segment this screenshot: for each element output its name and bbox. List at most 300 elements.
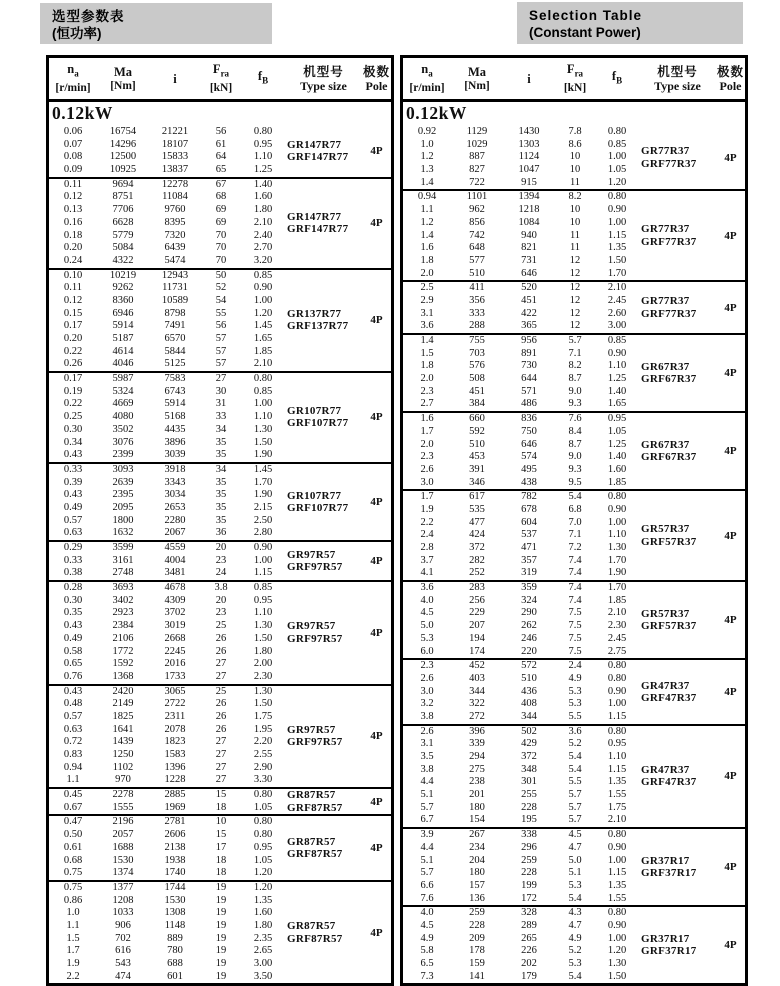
table-cell: 6.8 xyxy=(568,503,582,515)
type-size-line: GR87R57 xyxy=(287,835,336,848)
table-cell: 5.3 xyxy=(568,958,582,969)
table-cell: 2.7 xyxy=(420,398,434,410)
type-size-line: GRF77R37 xyxy=(641,235,697,248)
table-cell: 2.0 xyxy=(420,267,434,279)
table-cell: 2420 xyxy=(112,685,134,697)
type-size-line: GR97R57 xyxy=(287,620,336,633)
table-cell: 648 xyxy=(469,242,485,254)
table-cell: 4004 xyxy=(164,554,186,566)
table-cell: 10589 xyxy=(161,294,189,306)
table-cell: 3.20 xyxy=(253,254,273,266)
table-cell: 19 xyxy=(215,919,227,931)
table-cell: 5.1 xyxy=(420,854,434,866)
table-cell: 3093 xyxy=(112,463,134,475)
table-cell: 1.70 xyxy=(607,554,627,566)
table-cell: 0.17 xyxy=(63,373,83,385)
table-cell: 510 xyxy=(521,672,537,684)
table-cell: 0.90 xyxy=(253,542,273,553)
column-header-ma xyxy=(451,65,503,93)
table-cell: 742 xyxy=(469,229,485,241)
table-cell: 3702 xyxy=(164,607,186,619)
table-cell: 8.6 xyxy=(568,138,582,150)
type-size-line: GR47R37 xyxy=(641,763,690,776)
column-header-ma xyxy=(97,65,149,93)
ratio-group xyxy=(403,829,745,907)
column-header-unit: [kN] xyxy=(209,81,233,94)
table-cell: 4.7 xyxy=(568,919,582,931)
table-cell: 5.5 xyxy=(568,710,582,722)
ratio-group xyxy=(403,660,745,725)
type-size-line: GRF147R77 xyxy=(287,223,349,236)
table-cell: 5.3 xyxy=(420,632,434,644)
table-cell: 5.4 xyxy=(568,892,582,904)
table-cell: 0.11 xyxy=(64,178,82,190)
table-cell: 3.8 xyxy=(214,582,228,594)
table-cell: 384 xyxy=(469,398,485,410)
table-half-left xyxy=(46,55,394,986)
power-rating-label: 0.12kW xyxy=(52,103,113,123)
table-cell: 1.40 xyxy=(607,451,627,463)
table-cell: 1.10 xyxy=(607,529,627,541)
type-size-label xyxy=(285,373,362,462)
table-cell: 0.58 xyxy=(63,645,83,657)
table-cell: 0.49 xyxy=(63,501,83,513)
table-cell: 4.0 xyxy=(420,594,434,606)
table-cell: 1.9 xyxy=(66,958,80,969)
table-cell: 12 xyxy=(569,282,581,294)
pole-label: 4P xyxy=(724,367,737,380)
table-cell: 1530 xyxy=(164,894,186,906)
table-cell: 731 xyxy=(521,254,537,266)
type-size-line: GRF107R77 xyxy=(287,417,349,430)
table-cell: 5187 xyxy=(112,333,134,344)
pole-label: 4P xyxy=(724,861,737,874)
table-cell: 2.3 xyxy=(420,451,434,463)
pole-label: 4P xyxy=(370,145,383,158)
table-cell: 290 xyxy=(521,607,537,619)
table-cell: 52 xyxy=(215,282,227,294)
table-cell: 0.09 xyxy=(63,164,83,176)
table-cell: 1.45 xyxy=(253,320,273,332)
column-header-fra xyxy=(555,62,595,95)
table-cell: 3481 xyxy=(164,567,186,579)
table-cell: 6628 xyxy=(112,216,134,228)
table-cell: 4435 xyxy=(164,423,186,435)
type-size-label xyxy=(285,270,362,372)
table-cell: 3039 xyxy=(164,449,186,461)
type-size-line: GR67R37 xyxy=(641,438,690,451)
table-cell: 339 xyxy=(469,738,485,750)
table-cell: 3343 xyxy=(164,476,186,488)
table-cell: 474 xyxy=(115,970,131,982)
table-cell: 0.57 xyxy=(63,514,83,526)
table-cell: 1.20 xyxy=(253,881,273,893)
table-cell: 2.80 xyxy=(253,527,273,539)
table-cell: 2138 xyxy=(164,841,186,853)
type-size-label xyxy=(285,686,362,788)
type-size-label xyxy=(285,542,362,580)
table-cell: 9.3 xyxy=(568,463,582,475)
table-cell: 0.94 xyxy=(63,761,83,773)
title-en-line1: Selection Table xyxy=(529,8,643,23)
table-cell: 1.3 xyxy=(420,164,434,176)
table-cell: 827 xyxy=(469,164,485,176)
table-cell: 2.00 xyxy=(253,658,273,670)
table-cell: 750 xyxy=(521,425,537,437)
table-cell: 1.55 xyxy=(607,789,627,801)
column-header-en-label: Pole xyxy=(365,78,388,93)
table-cell: 136 xyxy=(469,892,485,904)
table-cell: 3918 xyxy=(164,463,186,475)
table-cell: 12943 xyxy=(161,269,189,281)
pole-label: 4P xyxy=(724,301,737,314)
table-cell: 1.30 xyxy=(607,542,627,553)
table-cell: 61 xyxy=(215,138,227,150)
table-cell: 12278 xyxy=(161,178,189,190)
table-cell: 356 xyxy=(469,294,485,306)
table-cell: 18 xyxy=(215,867,227,879)
pole-label: 4P xyxy=(370,842,383,855)
type-size-label xyxy=(285,789,362,814)
table-cell: 246 xyxy=(521,632,537,644)
column-header-i xyxy=(149,72,201,86)
table-cell: 2.60 xyxy=(607,307,627,319)
table-cell: 1.15 xyxy=(607,867,627,879)
table-cell: 1.95 xyxy=(253,723,273,735)
ratio-group xyxy=(49,126,391,179)
table-cell: 69 xyxy=(215,204,227,216)
table-cell: 0.34 xyxy=(63,436,83,448)
table-cell: 20 xyxy=(215,542,227,553)
table-cell: 3.6 xyxy=(568,725,582,737)
table-cell: 348 xyxy=(521,763,537,775)
table-cell: 0.43 xyxy=(63,685,83,697)
type-size-line: GR57R37 xyxy=(641,607,690,620)
table-cell: 1101 xyxy=(466,191,488,203)
table-cell: 906 xyxy=(115,919,131,931)
type-size-line: GRF67R37 xyxy=(641,373,697,386)
table-cell: 577 xyxy=(469,254,485,266)
table-cell: 0.38 xyxy=(63,567,83,579)
ratio-group xyxy=(49,789,391,816)
table-cell: 2.90 xyxy=(253,761,273,773)
table-cell: 259 xyxy=(521,854,537,866)
table-cell: 0.86 xyxy=(63,894,83,906)
table-cell: 471 xyxy=(521,542,537,553)
table-cell: 0.43 xyxy=(63,620,83,632)
table-cell: 35 xyxy=(215,476,227,488)
table-cell: 10925 xyxy=(109,164,137,176)
table-cell: 5.8 xyxy=(420,945,434,957)
table-cell: 2722 xyxy=(164,698,186,710)
table-cell: 520 xyxy=(521,282,537,294)
column-header-symbol: i xyxy=(527,71,531,86)
type-size-line: GRF37R17 xyxy=(641,945,697,958)
table-cell: 391 xyxy=(469,463,485,475)
type-size-label xyxy=(639,126,716,189)
table-cell: 0.95 xyxy=(253,138,273,150)
table-cell: 0.80 xyxy=(253,829,273,841)
column-header-symbol: $n_a$ xyxy=(421,62,433,79)
table-cell: 7.5 xyxy=(568,607,582,619)
table-cell: 887 xyxy=(469,151,485,163)
table-cell: 891 xyxy=(521,347,537,359)
table-cell: 1.10 xyxy=(253,411,273,423)
table-cell: 1.75 xyxy=(253,710,273,722)
table-cell: 18107 xyxy=(161,138,189,150)
table-cell: 537 xyxy=(521,529,537,541)
table-cell: 3.6 xyxy=(420,582,434,594)
table-cell: 0.30 xyxy=(63,423,83,435)
table-cell: 0.06 xyxy=(63,126,83,137)
table-cell: 3.30 xyxy=(253,774,273,786)
pole-label: 4P xyxy=(724,614,737,627)
table-cell: 0.11 xyxy=(64,282,82,294)
table-cell: 179 xyxy=(521,970,537,982)
table-cell: 0.90 xyxy=(607,347,627,359)
ratio-group xyxy=(49,582,391,686)
table-cell: 12 xyxy=(569,294,581,306)
table-cell: 7.8 xyxy=(568,126,582,137)
table-cell: 346 xyxy=(469,476,485,488)
table-cell: 234 xyxy=(469,841,485,853)
table-cell: 1047 xyxy=(518,164,540,176)
table-cell: 10 xyxy=(569,204,581,216)
column-header-symbol: $n_a$ xyxy=(67,62,79,79)
table-cell: 1.60 xyxy=(607,463,627,475)
table-cell: 396 xyxy=(469,725,485,737)
table-cell: 510 xyxy=(469,438,485,450)
table-cell: 9694 xyxy=(112,178,134,190)
table-cell: 12500 xyxy=(109,151,137,163)
table-cell: 856 xyxy=(469,216,485,228)
table-cell: 5.5 xyxy=(568,776,582,788)
table-cell: 616 xyxy=(115,945,131,957)
table-cell: 7.5 xyxy=(568,620,582,632)
table-cell: 319 xyxy=(521,567,537,579)
table-cell: 2.6 xyxy=(420,463,434,475)
table-cell: 0.20 xyxy=(63,242,83,254)
table-cell: 2.15 xyxy=(253,501,273,513)
table-cell: 940 xyxy=(521,229,537,241)
table-cell: 1.90 xyxy=(253,449,273,461)
table-cell: 4.5 xyxy=(420,607,434,619)
type-size-line: GR67R37 xyxy=(641,360,690,373)
table-cell: 2.5 xyxy=(420,282,434,294)
table-cell: 660 xyxy=(469,413,485,425)
table-cell: 8.2 xyxy=(568,191,582,203)
table-cell: 2.55 xyxy=(253,749,273,760)
table-cell: 2.30 xyxy=(253,670,273,682)
table-cell: 1102 xyxy=(112,761,134,773)
table-cell: 3.1 xyxy=(420,738,434,750)
table-cell: 1396 xyxy=(164,761,186,773)
table-cell: 1.20 xyxy=(253,867,273,879)
table-cell: 4559 xyxy=(164,542,186,553)
table-cell: 7.4 xyxy=(568,554,582,566)
table-cell: 333 xyxy=(469,307,485,319)
pole-label: 4P xyxy=(370,555,383,568)
table-cell: 0.80 xyxy=(607,829,627,841)
ratio-group xyxy=(49,464,391,542)
table-cell: 453 xyxy=(469,451,485,463)
table-cell: 6946 xyxy=(112,307,134,319)
table-cell: 2399 xyxy=(112,449,134,461)
type-size-line: GRF147R77 xyxy=(287,151,349,164)
table-cell: 27 xyxy=(215,736,227,748)
ratio-group xyxy=(49,816,391,881)
table-cell: 5914 xyxy=(164,398,186,410)
table-cell: 2057 xyxy=(112,829,134,841)
pole-label: 4P xyxy=(370,926,383,939)
table-cell: 1.50 xyxy=(253,698,273,710)
table-cell: 1.7 xyxy=(420,425,434,437)
type-size-line: GRF57R37 xyxy=(641,535,697,548)
table-cell: 1740 xyxy=(164,867,186,879)
table-cell: 5.1 xyxy=(420,789,434,801)
type-size-label xyxy=(639,413,716,489)
type-size-line: GR77R37 xyxy=(641,223,690,236)
table-cell: 1084 xyxy=(518,216,540,228)
table-cell: 301 xyxy=(521,776,537,788)
table-cell: 2668 xyxy=(164,632,186,644)
table-cell: 617 xyxy=(469,491,485,503)
table-cell: 5084 xyxy=(112,242,134,254)
table-cell: 535 xyxy=(469,503,485,515)
table-cell: 1377 xyxy=(112,881,134,893)
table-cell: 5914 xyxy=(112,320,134,332)
table-cell: 1744 xyxy=(164,881,186,893)
type-size-line: GRF87R57 xyxy=(287,848,343,861)
type-size-line: GRF67R37 xyxy=(641,451,697,464)
table-cell: 4614 xyxy=(112,345,134,357)
ratio-group xyxy=(49,179,391,270)
table-cell: 1.00 xyxy=(253,294,273,306)
table-cell: 403 xyxy=(469,672,485,684)
table-cell: 21221 xyxy=(161,126,189,137)
table-cell: 408 xyxy=(521,698,537,710)
table-cell: 7706 xyxy=(112,204,134,216)
column-header-type-size xyxy=(639,65,716,93)
table-cell: 1.7 xyxy=(420,491,434,503)
ratio-group xyxy=(49,882,391,984)
table-cell: 3.8 xyxy=(420,763,434,775)
table-cell: 17 xyxy=(215,841,227,853)
table-cell: 15833 xyxy=(161,151,189,163)
table-cell: 36 xyxy=(215,527,227,539)
table-cell: 1.9 xyxy=(420,503,434,515)
table-cell: 1129 xyxy=(466,126,488,137)
table-cell: 7.1 xyxy=(568,529,582,541)
table-cell: 2.0 xyxy=(420,373,434,385)
table-cell: 26 xyxy=(215,723,227,735)
table-cell: 7491 xyxy=(164,320,186,332)
table-cell: 1.00 xyxy=(607,151,627,163)
pole-label: 4P xyxy=(370,730,383,743)
table-cell: 20 xyxy=(215,594,227,606)
table-cell: 8395 xyxy=(164,216,186,228)
table-cell: 5.7 xyxy=(568,814,582,826)
table-cell: 962 xyxy=(469,204,485,216)
table-cell: 68 xyxy=(215,191,227,203)
table-cell: 571 xyxy=(521,385,537,397)
table-cell: 27 xyxy=(215,749,227,760)
table-cell: 1029 xyxy=(466,138,488,150)
table-cell: 4322 xyxy=(112,254,134,266)
table-cell: 1.45 xyxy=(253,463,273,475)
table-cell: 429 xyxy=(521,738,537,750)
table-cell: 4.5 xyxy=(568,829,582,841)
table-cell: 780 xyxy=(167,945,183,957)
table-cell: 5.7 xyxy=(568,789,582,801)
table-cell: 2885 xyxy=(164,789,186,801)
table-cell: 1394 xyxy=(518,191,540,203)
table-cell: 2.30 xyxy=(607,620,627,632)
table-cell: 283 xyxy=(469,582,485,594)
table-cell: 14296 xyxy=(109,138,137,150)
title-en-line2: (Constant Power) xyxy=(529,25,641,40)
type-size-line: GR57R37 xyxy=(641,523,690,536)
table-cell: 2.45 xyxy=(607,632,627,644)
table-cell: 4678 xyxy=(164,582,186,594)
table-cell: 1.50 xyxy=(607,254,627,266)
table-cell: 0.45 xyxy=(63,789,83,801)
table-cell: 201 xyxy=(469,789,485,801)
title-box-english xyxy=(517,2,743,44)
table-cell: 3.2 xyxy=(420,698,434,710)
table-cell: 0.48 xyxy=(63,698,83,710)
table-cell: 11 xyxy=(569,229,581,241)
column-header-symbol: Ma xyxy=(467,64,487,79)
table-cell: 1303 xyxy=(518,138,540,150)
type-size-line: GRF87R57 xyxy=(287,801,343,814)
table-cell: 1.7 xyxy=(66,945,80,957)
table-cell: 1.4 xyxy=(420,229,434,241)
table-cell: 1800 xyxy=(112,514,134,526)
table-cell: 1.6 xyxy=(420,242,434,254)
table-cell: 3034 xyxy=(164,489,186,501)
column-header-fb xyxy=(241,69,285,88)
type-size-line: GRF37R17 xyxy=(641,867,697,880)
table-cell: 180 xyxy=(469,867,485,879)
table-cell: 262 xyxy=(521,620,537,632)
table-cell: 0.95 xyxy=(253,594,273,606)
table-cell: 451 xyxy=(521,294,537,306)
table-cell: 956 xyxy=(521,335,537,346)
table-cell: 5.0 xyxy=(568,854,582,866)
table-cell: 65 xyxy=(215,164,227,176)
type-size-line: GRF47R37 xyxy=(641,776,697,789)
ratio-group xyxy=(49,270,391,374)
table-cell: 328 xyxy=(521,907,537,919)
table-cell: 7320 xyxy=(164,229,186,241)
table-cell: 27 xyxy=(215,774,227,786)
table-cell: 35 xyxy=(215,514,227,526)
table-cell: 2748 xyxy=(112,567,134,579)
ratio-group xyxy=(403,413,745,491)
table-cell: 543 xyxy=(115,958,131,969)
table-cell: 8.7 xyxy=(568,373,582,385)
table-cell: 1.15 xyxy=(253,567,273,579)
table-cell: 27 xyxy=(215,761,227,773)
table-cell: 1.30 xyxy=(253,423,273,435)
table-cell: 3.00 xyxy=(607,320,627,332)
type-size-label xyxy=(639,191,716,280)
type-size-line: GR147R77 xyxy=(287,138,342,151)
table-cell: 7.4 xyxy=(568,582,582,594)
table-cell: 1.90 xyxy=(253,489,273,501)
table-cell: 0.85 xyxy=(253,269,273,281)
